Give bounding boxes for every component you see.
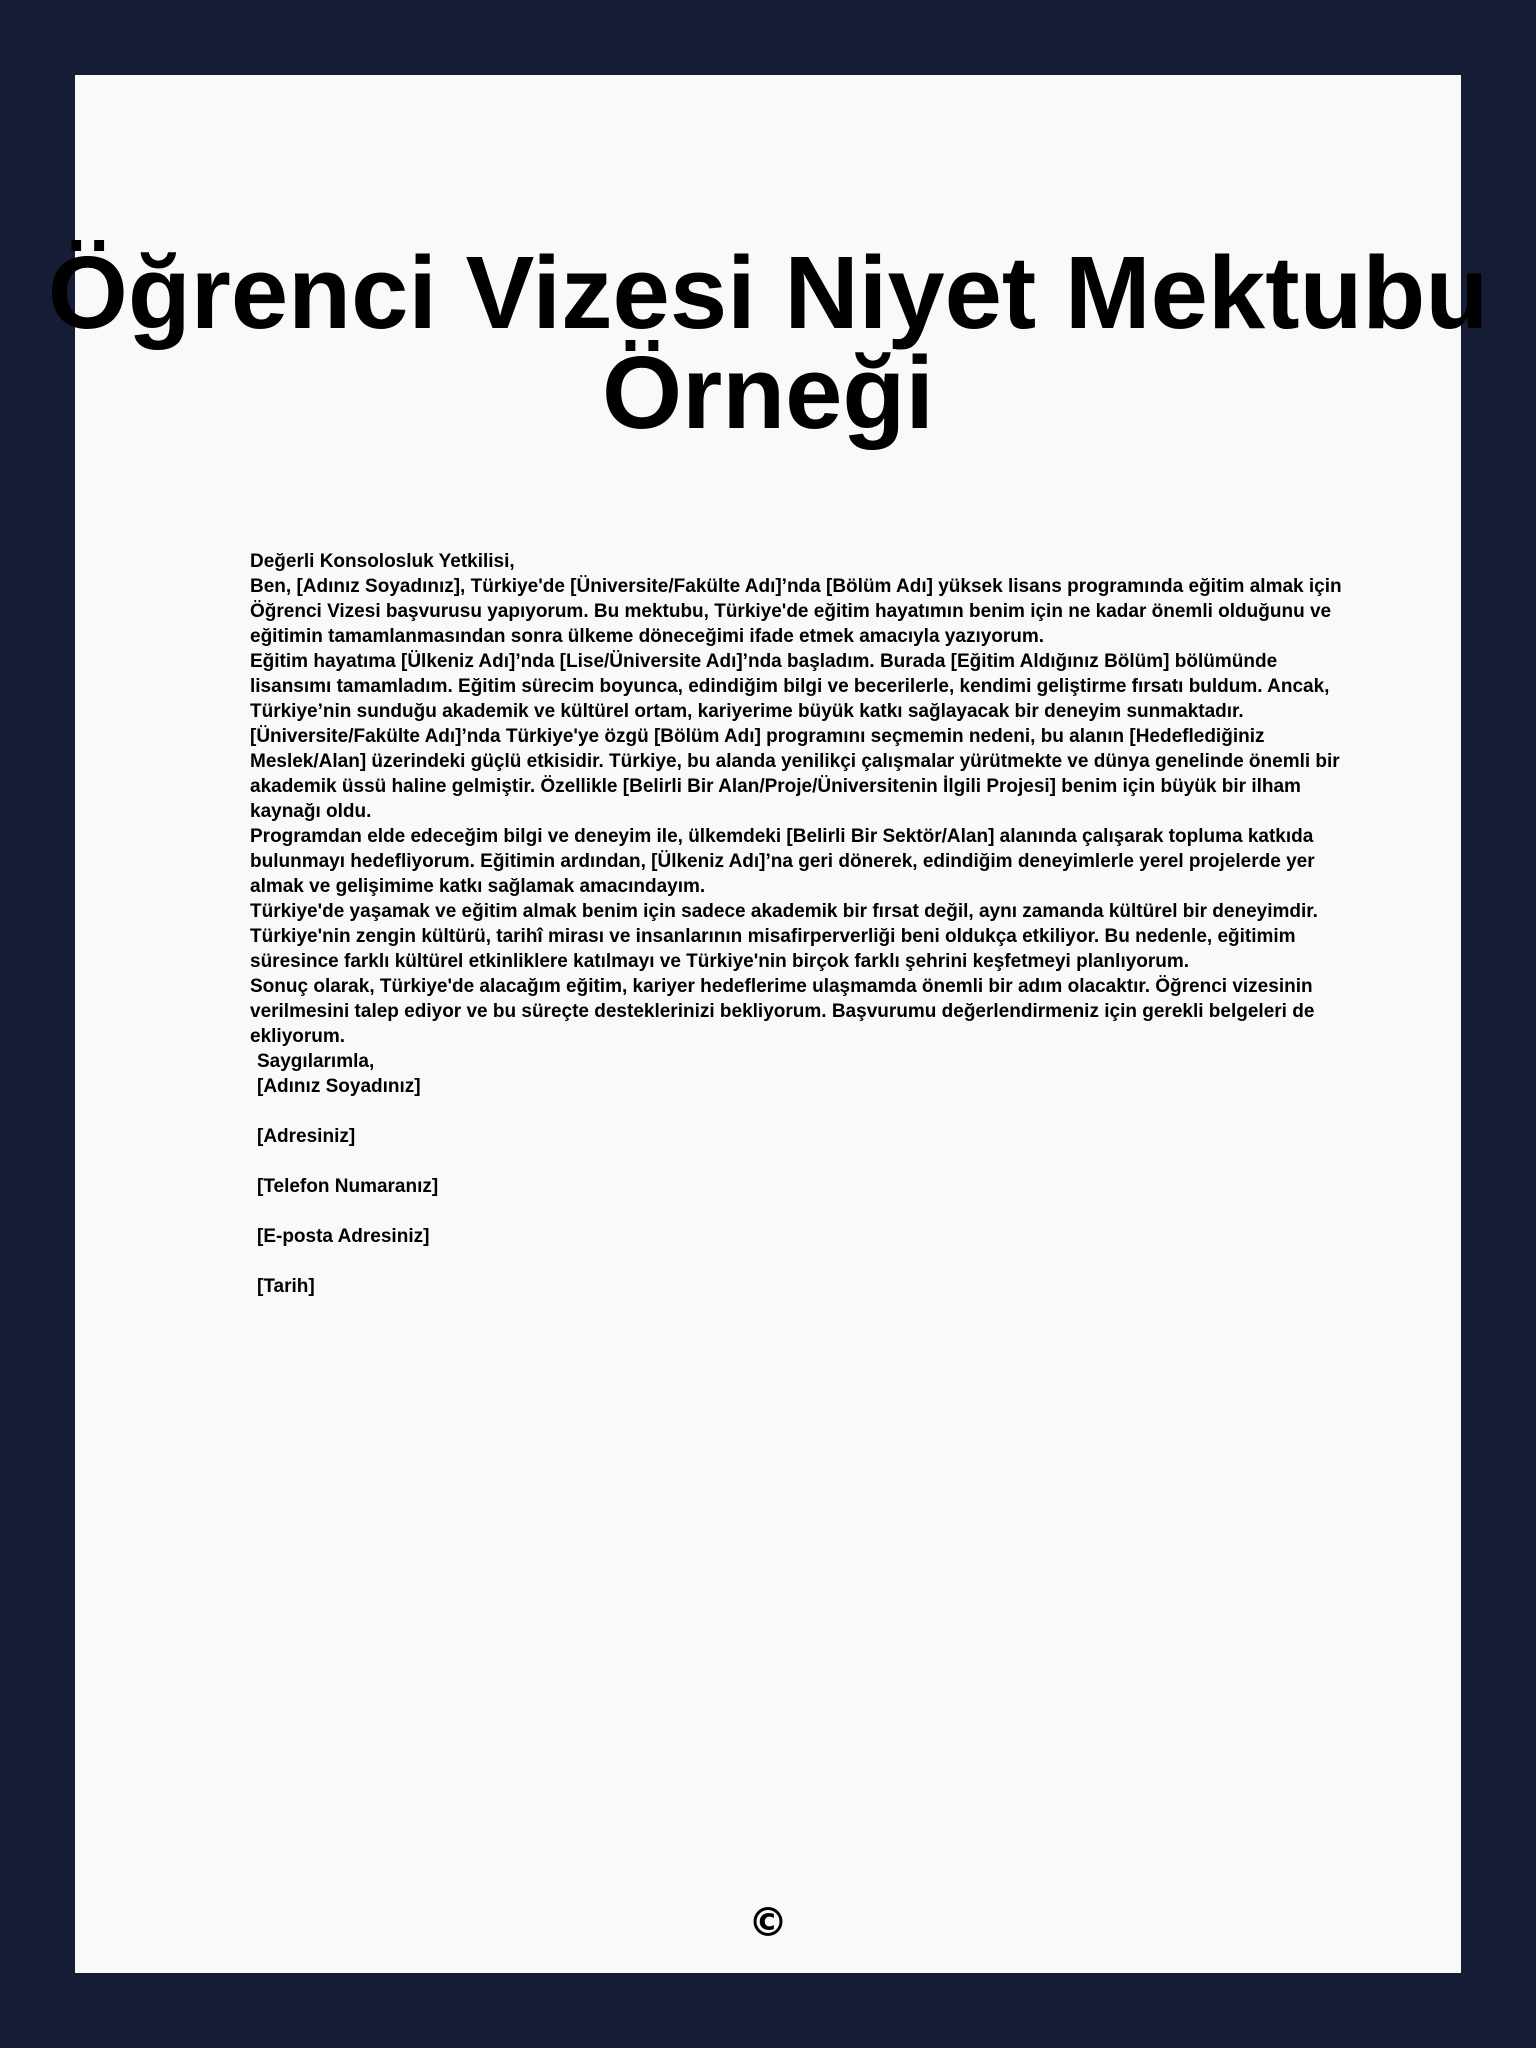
letter-body <box>250 549 1350 1324</box>
signature-address: [Adresiniz] <box>257 1126 356 1147</box>
copyright-icon: © <box>748 1900 788 1946</box>
paragraph-1: Ben, [Adınız Soyadınız], Türkiye'de [Üniversite/Fakülte Adı]’nda [Bölüm Adı] yüksek lisans programında eğitim almak için Öğrenci Vizesi başvurusu yapıyorum. Bu mektubu, Türkiye'de eğitim hayatımın benim için ne kadar önemli olduğunu ve eğitimin tamamlanmasından sonra ülkeme döneceğimi ifade etmek amacıyla yazıyorum. <box>250 576 1342 647</box>
signature-email: [E-posta Adresiniz] <box>257 1226 430 1247</box>
title-line-1: Öğrenci Vizesi Niyet Mektubu <box>47 235 1489 350</box>
signature-name: [Adınız Soyadınız] <box>257 1076 421 1097</box>
paragraph-6: Sonuç olarak, Türkiye'de alacağım eğitim, kariyer hedeflerime ulaşmamda önemli bir adım olacaktır. Öğrenci vizesinin verilmesini talep ediyor ve bu süreçte desteklerinizi bekliyorum. Başvurumu değerlendirmeniz için gerekli belgeleri de ekliyorum. <box>250 976 1315 1047</box>
paragraph-5: Türkiye'de yaşamak ve eğitim almak benim için sadece akademik bir fırsat değil, aynı zamanda kültürel bir deneyimdir. Türkiye'nin zengin kültürü, tarihî mirası ve insanlarının misafirperverliği beni oldukça etkiliyor. Bu nedenle, eğitimim süresince farklı kültürel etkinliklere katılmayı ve Türkiye'nin birçok farklı şehrini keşfetmeyi planlıyorum. <box>250 901 1318 972</box>
salutation: Değerli Konsolosluk Yetkilisi, <box>250 551 515 572</box>
closing: Saygılarımla, <box>257 1051 375 1072</box>
paragraph-2: Eğitim hayatıma [Ülkeniz Adı]’nda [Lise/Üniversite Adı]’nda başladım. Burada [Eğitim Aldığınız Bölüm] bölümünde lisansımı tamamladım. Eğitim sürecim boyunca, edindiğim bilgi ve becerilerle, kendimi geliştirme fırsatı buldum. Ancak, Türkiye’nin sunduğu akademik ve kültürel ortam, kariyerime büyük katkı sağlayacak bir deneyim sunmaktadır. <box>250 651 1330 722</box>
document-page <box>47 75 1489 1973</box>
paragraph-3: [Üniversite/Fakülte Adı]’nda Türkiye'ye özgü [Bölüm Adı] programını seçmemin nedeni, bu alanın [Hedeflediğiniz Meslek/Alan] üzerindeki güçlü etkisidir. Türkiye, bu alanda yenilikçi çalışmalar yürütmekte ve dünya genelinde önemli bir akademik üssü haline gelmiştir. Özellikle [Belirli Bir Alan/Proje/Üniversitenin İlgili Projesi] benim için büyük bir ilham kaynağı oldu. <box>250 726 1340 822</box>
title-line-2: Örneği <box>602 335 934 450</box>
paragraph-4: Programdan elde edeceğim bilgi ve deneyim ile, ülkemdeki [Belirli Bir Sektör/Alan] alanında çalışarak topluma katkıda bulunmayı hedefliyorum. Eğitimin ardından, [Ülkeniz Adı]’na geri dönerek, edindiğim deneyimlerle yerel projelerde yer almak ve gelişimime katkı sağlamak amacındayım. <box>250 826 1315 897</box>
signature-phone: [Telefon Numaranız] <box>257 1176 439 1197</box>
document-title <box>0 235 1536 450</box>
signature-date: [Tarih] <box>257 1276 315 1297</box>
